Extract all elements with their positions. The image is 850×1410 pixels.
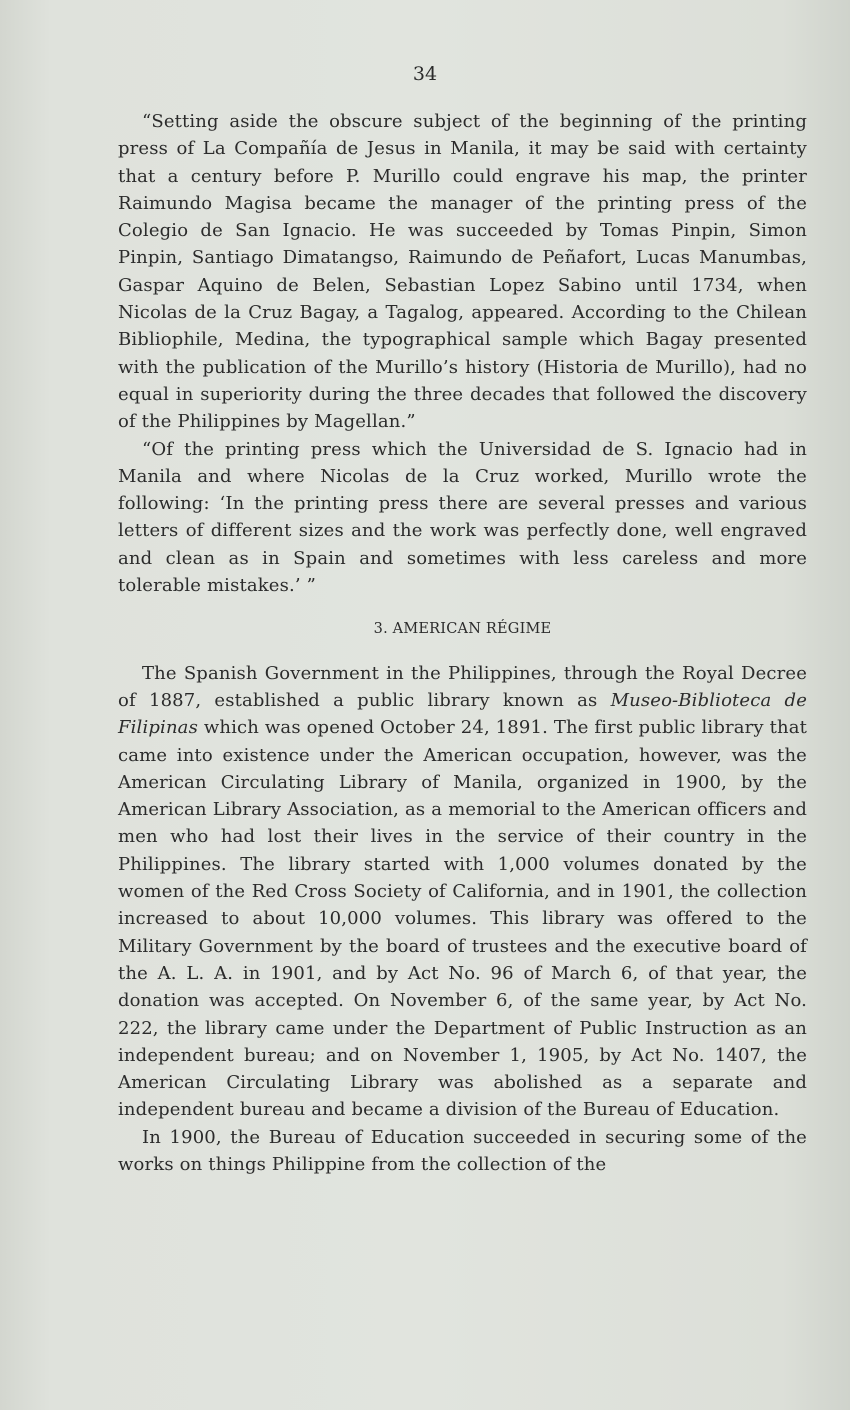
paragraph-printing-press-history: “Setting aside the obscure subject of the beginning of the printing press of La Compañía de Jesus in Manila, it may be said with certainty that a century before P. Murillo could engrave his map, the printer Raimundo Magisa became the manager of the printing press of the Colegio de San Ignacio. He was succeeded by Tomas Pinpin, Simon Pinpin, Santiago Dimatangso, Raimundo de Peñafort, Lucas Manumbas, Gaspar Aquino de Belen, Sebastian Lopez Sabino until 1734, when Nicolas de la Cruz Bagay, a Tagalog, appeared. According to the Chilean Bibliophile, Medina, the typographical sample which Bagay presented with the publication of the Murillo’s history (Historia de Murillo), had no equal in superiority during the three decades that followed the discovery of the Philippines by Magellan.”: [118, 111, 807, 433]
section-heading: 3. AMERICAN RÉGIME: [373, 621, 552, 638]
page-number: 34: [412, 63, 438, 85]
library-name-italic: Museo-Biblioteca de Filipinas: [118, 689, 807, 739]
paragraph-bureau-of-education: In 1900, the Bureau of Education succeeded in securing some of the works on things Philippine from the collection of the: [118, 1126, 807, 1175]
paragraph-american-circulating-library: [118, 660, 807, 1124]
page-body: [118, 108, 807, 1178]
paragraph-text-start: The Spanish Government in the Philippines, through the Royal Decree of 1887, established a public library known as: [118, 662, 807, 711]
paragraph-murillo-quote: “Of the printing press which the Universidad de S. Ignacio had in Manila and where Nicolas de la Cruz worked, Murillo wrote the following: ‘In the printing press there are several presses and various letters of different sizes and the work was perfectly done, well engraved and clean as in Spain and sometimes with less careless and more tolerable mistakes.’ ”: [118, 438, 807, 597]
paragraph-text-end: which was opened October 24, 1891. The first public library that came into existence under the American occupation, however, was the American Circulating Library of Manila, organized in 1900, by the American Library Association, as a memorial to the American officers and men who had lost their lives in the service of their country in the Philippines. The library started with 1,000 volumes donated by the women of the Red Cross Society of California, and in 1901, the collection increased to about 10,000 volumes. This library was offered to the Military Government by the board of trustees and the executive board of the A. L. A. in 1901, and by Act No. 96 of March 6, of that year, the donation was accepted. On November 6, of the same year, by Act No. 222, the library came under the Department of Public Instruction as an independent bureau; and on November 1, 1905, by Act No. 1407, the American Circulating Library was abolished as a separate and independent bureau and became a division of the Bureau of Education.: [118, 717, 807, 1121]
